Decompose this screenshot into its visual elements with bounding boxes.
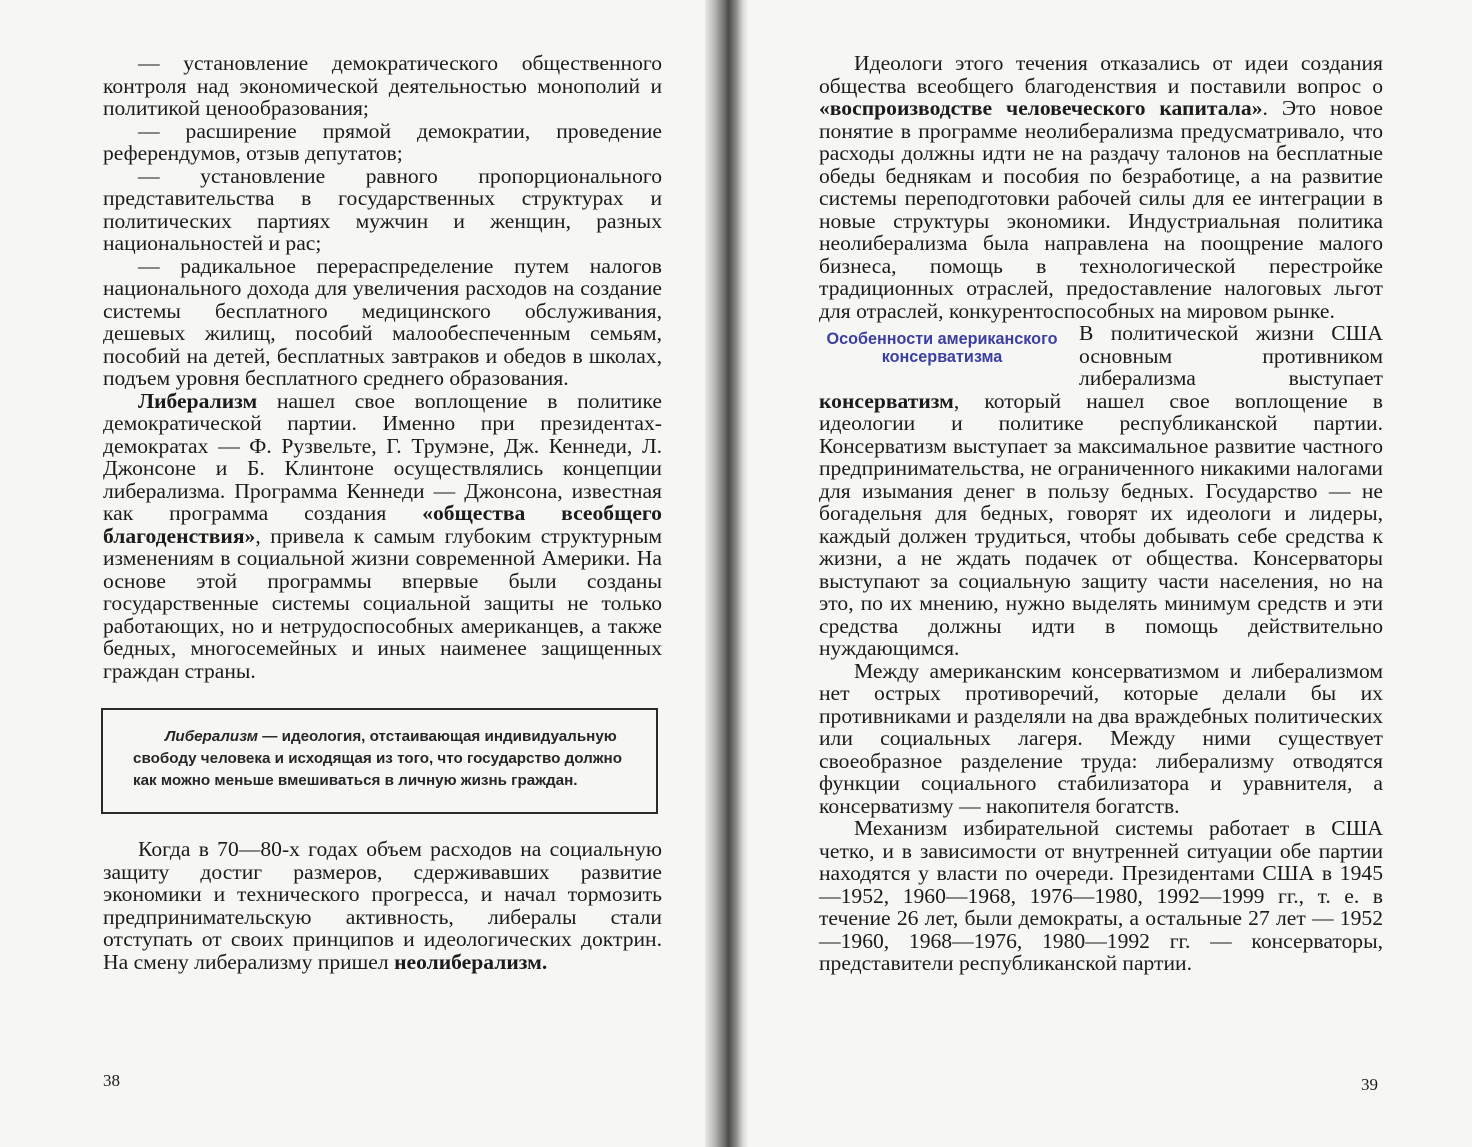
- list-item: — установление демократического общественного контроля над экономической деятельностью монополий и политикой ценообразования;: [103, 51, 662, 120]
- paragraph-text: Когда в 70—80-х годах объем расходов на социальную защиту достиг размеров, сдерживавших развитие экономики и технического прогресса, и начал тормозить предпринимательскую активность, либералы стали отступать от своих принципов и идеологических доктрин. На смену либерализму пришел: [103, 837, 662, 974]
- elections-paragraph: Механизм избирательной системы работает в США четко, и в зависимости от внутренней ситуации обе партии находятся у власти по очереди. Президентами США в 1945—1952, 1960—1968, 1976—1980, 1992—1999 гг., т. е. в течение 26 лет, были демократы, а остальные 27 лет — 1952—1960, 1968—1976, 1980—1992 гг. — консерваторы, представители республиканской партии.: [819, 816, 1383, 975]
- definition-text: — идеология, отстаивающая индивидуальную свободу человека и исходящая из того, что государство должно как можно меньше вмешиваться в личную жизнь граждан.: [133, 728, 622, 789]
- paragraph-text: , привела к самым глубоким структурным изменениям в социальной жизни современной Америки. На основе этой программы впервые были созданы государственные системы социальной защиты не только работающих, но и нетрудоспособных американцев, а также бедных, многосемейных и иных наименее защищенных граждан страны.: [103, 523, 662, 683]
- side-heading: Особенности американского консерватизма: [826, 330, 1058, 366]
- paragraph-text: нашел свое воплощение в политике демократической партии. Именно при президентах-демократах — Ф. Рузвельте, Г. Трумэне, Дж. Кеннеди, Л. Джонсоне и Б. Клинтоне осуществлялись концепции либерализма. Программа Кеннеди — Джонсона, известная как программа создания: [103, 388, 662, 525]
- list-item: — установление равного пропорционального представительства в государственных структурах и политических партиях мужчин и женщин, разных национальностей и рас;: [103, 163, 662, 255]
- division-of-labor-paragraph: Между американским консерватизмом и либерализмом нет острых противоречий, которые делали бы их противниками и разделяли на два враждебных политических или социальных лагеря. Между ними существует своеобразное разделение труда: либерализму отводятся функции социального стабилизатора и уравнителя, а консерватизму — накопителя богатств.: [819, 658, 1383, 818]
- term-neoliberalism: неолиберализм.: [394, 949, 548, 974]
- right-page: [748, 0, 1472, 1147]
- list-item: — радикальное перераспределение путем налогов национального дохода для увеличения расходов на создание системы бесплатного медицинского обслуживания, дешевых жилищ, пособий малообеспеченным семьям, пособий на детей, бесплатных завтраков и обедов в школах, подъем уровня бесплатного среднего образования.: [103, 253, 662, 390]
- term-human-capital: «воспроизводстве человеческого капитала»: [819, 96, 1263, 120]
- paragraph-text: В политической жизни США основным противником либерализма выступает: [1079, 321, 1383, 390]
- page-number: 39: [1361, 1075, 1378, 1094]
- conservatism-paragraph: [819, 322, 1383, 660]
- book-gutter: [705, 0, 748, 1147]
- page-number: 38: [103, 1071, 120, 1090]
- paragraph-text: . Это новое понятие в программе неолиберализма предусматривало, что расходы должны идти не на раздачу талонов на бесплатные обеды беднякам и пособия по безработице, а на развитие системы переподготовки рабочей силы для ее интеграции в новые структуры экономики. Индустриальная политика неолиберализма была направлена на поощрение малого бизнеса, помощь в технологической перестройке традиционных отраслей, предоставление налоговых льгот для отраслей, конкурентоспособных на мировом рынке.: [819, 96, 1383, 323]
- closing-paragraph: [103, 838, 662, 973]
- term-conservatism: консерватизм: [819, 388, 954, 413]
- list-item: — расширение прямой демократии, проведение референдумов, отзыв депутатов;: [103, 118, 662, 165]
- paragraph-text: , который нашел свое воплощение в идеологии и политике республиканской партии. Консерватизм выступает за максимальное развитие частного предпринимательства, не ограниченного никакими налогами для изымания денег в пользу бедных. Государство — не богадельня для бедных, говорят их идеологи и лидеры, каждый должен трудиться, чтобы добывать себе средства к жизни, а не ждать подачек от общества. Консерваторы выступают за социальную защиту части населения, но на это, по их мнению, нужно выделять минимум средств и эти средства должны идти в помощь действительно нуждающимся.: [819, 388, 1383, 660]
- left-page: [0, 0, 705, 1147]
- right-page-text: [819, 52, 1383, 975]
- definition-box: [101, 708, 658, 814]
- neoliberalism-paragraph: [819, 52, 1383, 322]
- left-page-text: [103, 52, 662, 973]
- paragraph-text: Идеологи этого течения отказались от идеи создания общества всеобщего благоденствия и поставили вопрос о: [819, 51, 1383, 98]
- definition-term: Либерализм: [165, 728, 258, 745]
- term-liberalism: Либерализм: [138, 388, 258, 413]
- term-welfare-society: «общества всеобщего благоденствия»: [103, 501, 662, 548]
- liberalism-paragraph: [103, 390, 662, 683]
